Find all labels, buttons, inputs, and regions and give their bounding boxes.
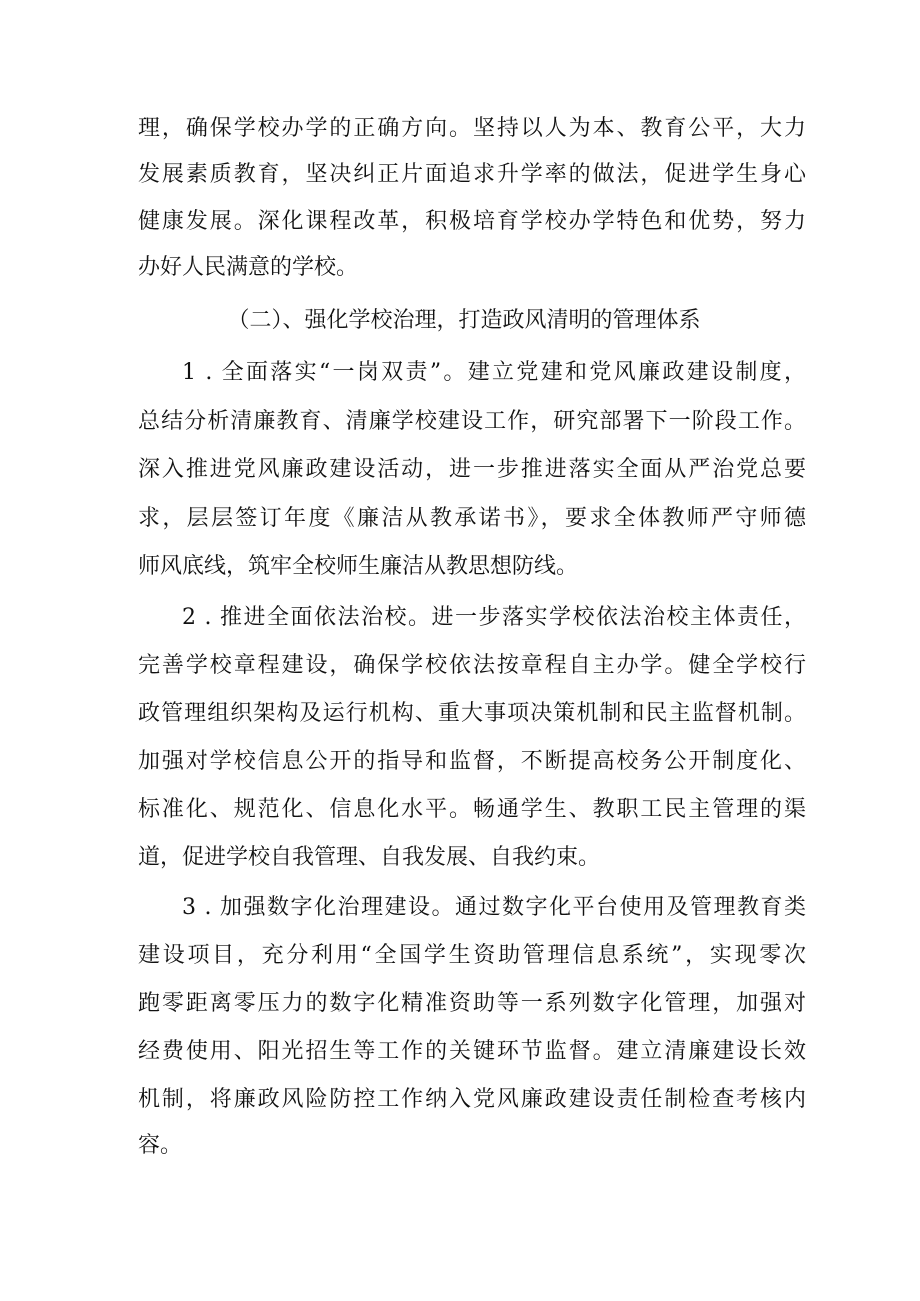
body-line: 求，层层签订年度《廉洁从教承诺书》，要求全体教师严守师德 [138,506,806,531]
body-line: 经费使用、阳光招生等工作的关键环节监督。建立清廉建设长效 [138,1039,806,1064]
section-heading: （二）、强化学校治理，打造政风清明的管理体系 [227,308,701,333]
body-line: 1 . 全面落实“一岗双责”。建立党建和党风廉政建设制度， [182,360,806,385]
body-line: 跑零距离零压力的数字化精准资助等一系列数字化管理，加强对 [138,991,806,1016]
body-line: 总结分析清廉教育、清廉学校建设工作，研究部署下一阶段工作。 [138,409,806,434]
body-line: 师风底线，筑牢全校师生廉洁从教思想防线。 [138,554,579,579]
body-line: 发展素质教育，坚决纠正片面追求升学率的做法，促进学生身心 [138,162,806,187]
body-line: 道，促进学校自我管理、自我发展、自我约束。 [138,845,601,870]
body-line: 办好人民满意的学校。 [138,255,359,280]
body-line: 加强对学校信息公开的指导和监督，不断提高校务公开制度化、 [138,749,806,774]
body-line: 机制，将廉政风险防控工作纳入党风廉政建设责任制检查考核内 [138,1087,806,1112]
body-line: 容。 [138,1133,183,1158]
body-line: 完善学校章程建设，确保学校依法按章程自主办学。健全学校行 [138,653,806,678]
body-line: 深入推进党风廉政建设活动，进一步推进落实全面从严治党总要 [138,457,806,482]
body-line: 2 . 推进全面依法治校。进一步落实学校依法治校主体责任， [182,605,806,630]
body-line: 政管理组织架构及运行机构、重大事项决策机制和民主监督机制。 [138,701,806,726]
body-line: 健康发展。深化课程改革，积极培育学校办学特色和优势，努力 [138,209,806,234]
body-line: 理，确保学校办学的正确方向。坚持以人为本、教育公平，大力 [138,116,806,141]
body-line: 3 . 加强数字化治理建设。通过数字化平台使用及管理教育类 [182,895,806,920]
body-line: 建设项目，充分利用“全国学生资助管理信息系统”，实现零次 [138,943,806,968]
body-line: 标准化、规范化、信息化水平。畅通学生、教职工民主管理的渠 [138,797,806,822]
